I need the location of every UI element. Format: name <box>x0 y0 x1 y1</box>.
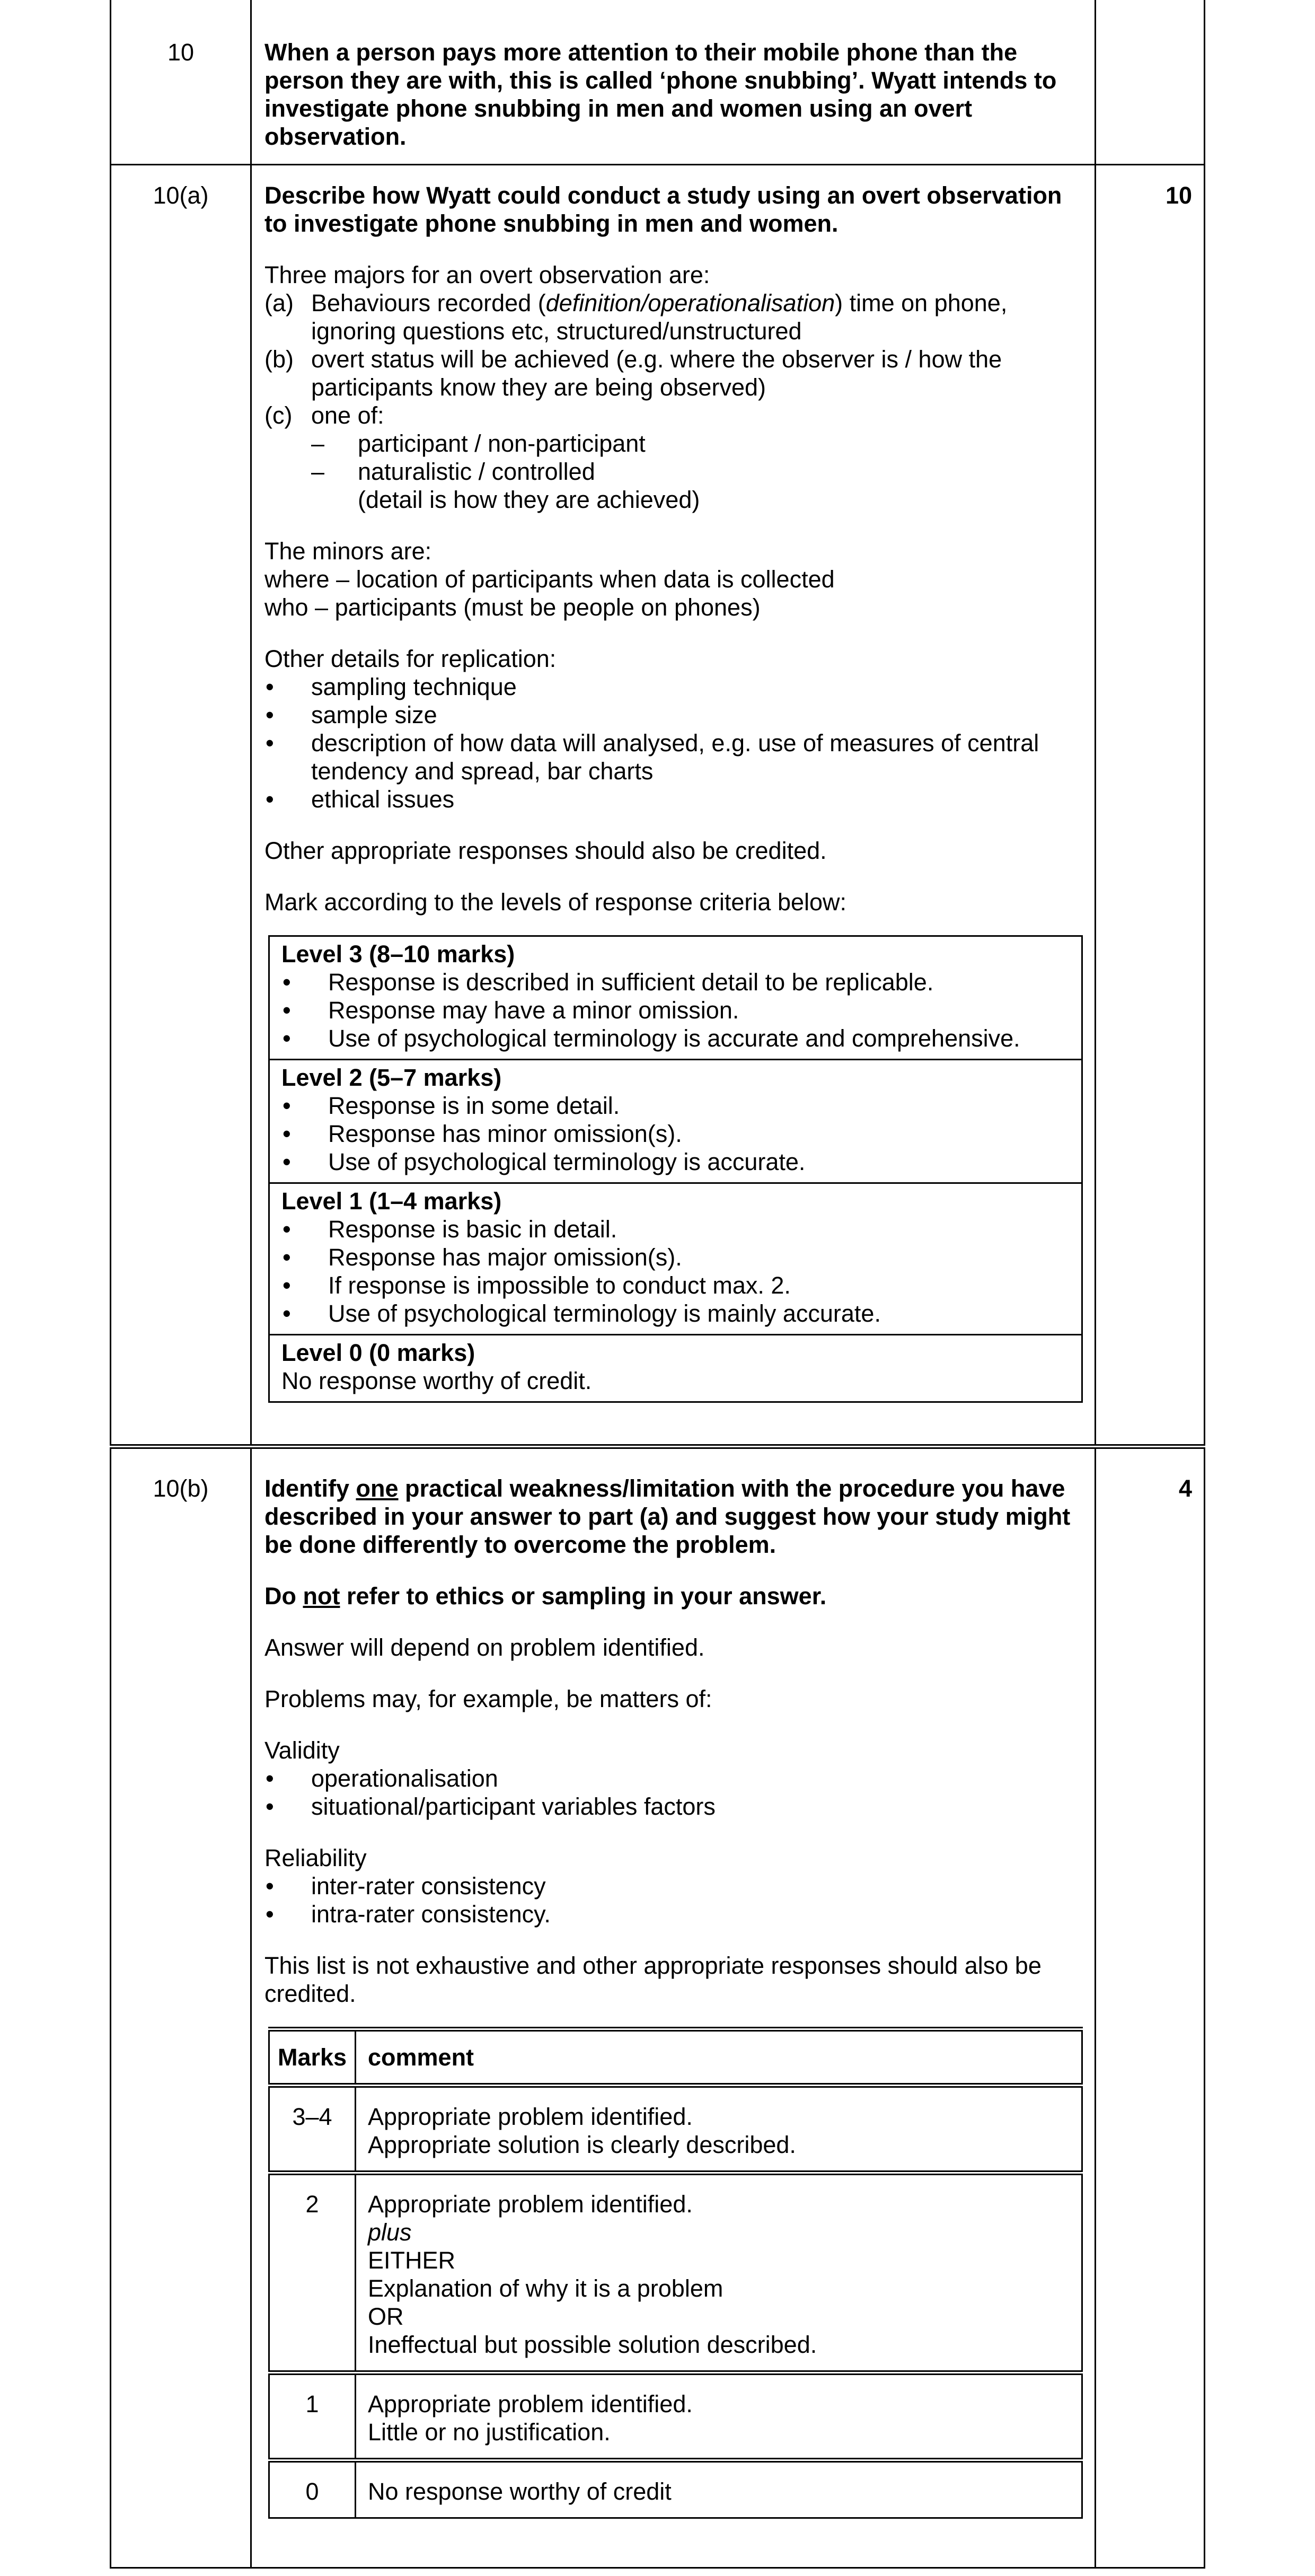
bullet-icon: • <box>266 673 274 700</box>
marks-row <box>269 2372 1082 2460</box>
bullet-icon: • <box>283 968 291 996</box>
level-criterion-text: Response has major omission(s). <box>328 1243 682 1271</box>
major-c-option-2-text: naturalistic / controlled <box>358 458 595 485</box>
comment-line: Little or no justification. <box>368 2418 611 2446</box>
reliability-heading: Reliability <box>264 1844 367 1871</box>
minors-intro: The minors are: <box>264 537 432 565</box>
comment-line: Appropriate problem identified. <box>368 2390 693 2417</box>
q10a-marks: 10 <box>1165 181 1192 209</box>
major-b-text: overt status will be achieved (e.g. where the observer is / how the participants know they are being observed) <box>311 345 1002 401</box>
major-c <box>264 401 1085 429</box>
major-b-label: (b) <box>264 345 294 373</box>
other-detail-text: sample size <box>311 701 437 728</box>
credit-note: Other appropriate responses should also be credited. <box>264 837 827 864</box>
validity-item <box>264 1764 1085 1792</box>
level-criterion <box>281 1299 1070 1327</box>
level-0-text: No response worthy of credit. <box>281 1367 592 1394</box>
major-c-option-2 <box>264 458 1085 486</box>
major-c-option-1 <box>264 429 1085 458</box>
reliability-item-text: inter-rater consistency <box>311 1872 546 1900</box>
q10a-row <box>111 164 1205 1446</box>
q10b-marks-cell <box>1096 1446 1205 2568</box>
q10b-number: 10(b) <box>153 1474 209 1502</box>
bullet-icon: • <box>266 1872 274 1900</box>
bullet-icon: • <box>283 1243 291 1271</box>
level-criterion-text: Use of psychological terminology is accurate and comprehensive. <box>328 1024 1020 1052</box>
bullet-icon: • <box>283 1024 291 1052</box>
level-criterion <box>281 1243 1070 1271</box>
level-2-title: Level 2 (5–7 marks) <box>281 1063 502 1091</box>
q10-stem-cell <box>251 0 1096 164</box>
level-criterion-text: Use of psychological terminology is mainly accurate. <box>328 1299 881 1327</box>
level-criterion <box>281 1092 1070 1120</box>
major-a-text-italic: definition/operationalisation <box>545 289 835 316</box>
bullet-icon: • <box>283 1299 291 1327</box>
major-c-text: one of: <box>311 401 384 429</box>
marks-comment <box>356 2173 1082 2372</box>
comment-line: Appropriate problem identified. <box>368 2190 693 2218</box>
level-criterion <box>281 968 1070 996</box>
q10b-instruction-underline: not <box>303 1582 340 1610</box>
bullet-icon: • <box>266 1900 274 1928</box>
bullet-icon: • <box>266 1792 274 1820</box>
other-detail-text: sampling technique <box>311 673 517 700</box>
answer-depends: Answer will depend on problem identified. <box>264 1633 705 1661</box>
q10b-instruction <box>264 1582 1085 1610</box>
marks-row <box>269 2460 1082 2518</box>
level-1-row <box>269 1183 1082 1334</box>
major-a-label: (a) <box>264 289 294 316</box>
q10-number: 10 <box>167 39 195 66</box>
level-criterion <box>281 1271 1070 1299</box>
level-criterion <box>281 996 1070 1024</box>
other-detail-item <box>264 673 1085 701</box>
marks-table-header <box>269 2029 1082 2085</box>
marks-row <box>269 2085 1082 2173</box>
marks-comment <box>356 2085 1082 2173</box>
validity-item <box>264 1792 1085 1821</box>
validity-item-text: operationalisation <box>311 1764 498 1792</box>
validity-heading: Validity <box>264 1736 340 1764</box>
level-criterion <box>281 1024 1070 1052</box>
q10b-question-underline: one <box>356 1474 399 1502</box>
bullet-icon: • <box>283 1092 291 1119</box>
mark-scheme-table <box>110 0 1205 2569</box>
comment-line-italic: plus <box>368 2218 412 2246</box>
comment-header: comment <box>356 2029 1082 2085</box>
q10b-question-post: practical weakness/limitation with the procedure you have described in your answer to part (a) and suggest how your study might be done differently to overcome the problem. <box>264 1474 1071 1558</box>
q10b-instruction-post: refer to ethics or sampling in your answer. <box>340 1582 827 1610</box>
q10-row <box>111 0 1205 164</box>
marks-value: 1 <box>269 2372 356 2460</box>
level-criterion-text: Response has minor omission(s). <box>328 1120 682 1147</box>
q10a-answer-cell <box>251 164 1096 1446</box>
level-3-row <box>269 936 1082 1059</box>
comment-line: Ineffectual but possible solution described. <box>368 2331 817 2358</box>
marks-value: 2 <box>269 2173 356 2372</box>
q10-marks-cell <box>1096 0 1205 164</box>
bullet-icon: • <box>283 1271 291 1299</box>
q10b-marks: 4 <box>1178 1474 1192 1502</box>
q10b-row <box>111 1446 1205 2568</box>
list-note: This list is not exhaustive and other appropriate responses should also be credited. <box>264 1951 1042 2007</box>
marks-row <box>269 2173 1082 2372</box>
major-c-note: (detail is how they are achieved) <box>358 486 700 513</box>
major-a-text-post: ) time on phone, ignoring questions etc, structured/unstructured <box>311 289 1008 345</box>
bullet-icon: • <box>266 1764 274 1792</box>
bullet-icon: • <box>283 1120 291 1147</box>
bullet-icon: • <box>266 785 274 813</box>
other-detail-text: description of how data will analysed, e.g. use of measures of central tendency and spread, bar charts <box>311 729 1039 785</box>
major-b <box>264 345 1085 401</box>
levels-intro: Mark according to the levels of response criteria below: <box>264 888 847 916</box>
q10b-number-cell <box>111 1446 251 2568</box>
comment-line: Explanation of why it is a problem <box>368 2274 723 2302</box>
comment-line: OR <box>368 2302 404 2330</box>
other-detail-item <box>264 785 1085 813</box>
q10a-number: 10(a) <box>153 181 209 209</box>
other-detail-item <box>264 729 1085 785</box>
level-criterion-text: Response is described in sufficient detail to be replicable. <box>328 968 934 996</box>
comment-line: No response worthy of credit <box>368 2477 672 2505</box>
q10-stem: When a person pays more attention to their mobile phone than the person they are with, this is called ‘phone snubbing’. Wyatt intends to investigate phone snubbing in men and women using an overt observation. <box>264 39 1057 150</box>
other-details-intro: Other details for replication: <box>264 645 557 672</box>
q10b-question-pre: Identify <box>264 1474 356 1502</box>
marks-table <box>268 2027 1083 2519</box>
validity-item-text: situational/participant variables factors <box>311 1792 716 1820</box>
q10a-question: Describe how Wyatt could conduct a study using an overt observation to investigate phone snubbing in men and women. <box>264 181 1062 237</box>
q10a-number-cell <box>111 164 251 1446</box>
marks-value: 3–4 <box>269 2085 356 2173</box>
reliability-item <box>264 1900 1085 1928</box>
comment-line: Appropriate solution is clearly described. <box>368 2131 796 2158</box>
q10a-marks-cell <box>1096 164 1205 1446</box>
dash-icon: – <box>311 458 325 485</box>
level-criterion-text: If response is impossible to conduct max. 2. <box>328 1271 791 1299</box>
level-criterion-text: Response is in some detail. <box>328 1092 620 1119</box>
level-criterion-text: Use of psychological terminology is accurate. <box>328 1148 806 1175</box>
level-criterion <box>281 1215 1070 1243</box>
bullet-icon: • <box>266 701 274 728</box>
levels-table <box>268 935 1083 1403</box>
level-2-row <box>269 1059 1082 1183</box>
level-criterion <box>281 1120 1070 1148</box>
minor-where: where – location of participants when data is collected <box>264 565 835 593</box>
level-3-title: Level 3 (8–10 marks) <box>281 940 515 968</box>
reliability-item-text: intra-rater consistency. <box>311 1900 551 1928</box>
bullet-icon: • <box>283 1148 291 1175</box>
reliability-item <box>264 1872 1085 1900</box>
major-c-label: (c) <box>264 401 293 429</box>
bullet-icon: • <box>283 1215 291 1243</box>
q10b-instruction-pre: Do <box>264 1582 303 1610</box>
marks-comment <box>356 2372 1082 2460</box>
major-a <box>264 289 1085 345</box>
marks-header: Marks <box>269 2029 356 2085</box>
q10b-question <box>264 1474 1085 1559</box>
dash-icon: – <box>311 429 325 457</box>
minor-who: who – participants (must be people on phones) <box>264 593 761 621</box>
marks-comment <box>356 2460 1082 2518</box>
level-criterion-text: Response is basic in detail. <box>328 1215 617 1243</box>
marks-value: 0 <box>269 2460 356 2518</box>
q10-number-cell <box>111 0 251 164</box>
level-0-title: Level 0 (0 marks) <box>281 1339 475 1366</box>
level-criterion <box>281 1148 1070 1176</box>
major-a-text-pre: Behaviours recorded ( <box>311 289 546 316</box>
q10b-answer-cell <box>251 1446 1096 2568</box>
bullet-icon: • <box>266 729 274 757</box>
other-detail-item <box>264 701 1085 729</box>
major-c-option-1-text: participant / non-participant <box>358 429 646 457</box>
bullet-icon: • <box>283 996 291 1024</box>
other-detail-text: ethical issues <box>311 785 455 813</box>
level-criterion-text: Response may have a minor omission. <box>328 996 739 1024</box>
problems-intro: Problems may, for example, be matters of: <box>264 1685 712 1712</box>
comment-line: Appropriate problem identified. <box>368 2103 693 2130</box>
q10a-majors-intro: Three majors for an overt observation are: <box>264 261 710 288</box>
comment-line: EITHER <box>368 2246 456 2274</box>
level-1-title: Level 1 (1–4 marks) <box>281 1187 502 1215</box>
level-0-row <box>269 1334 1082 1402</box>
